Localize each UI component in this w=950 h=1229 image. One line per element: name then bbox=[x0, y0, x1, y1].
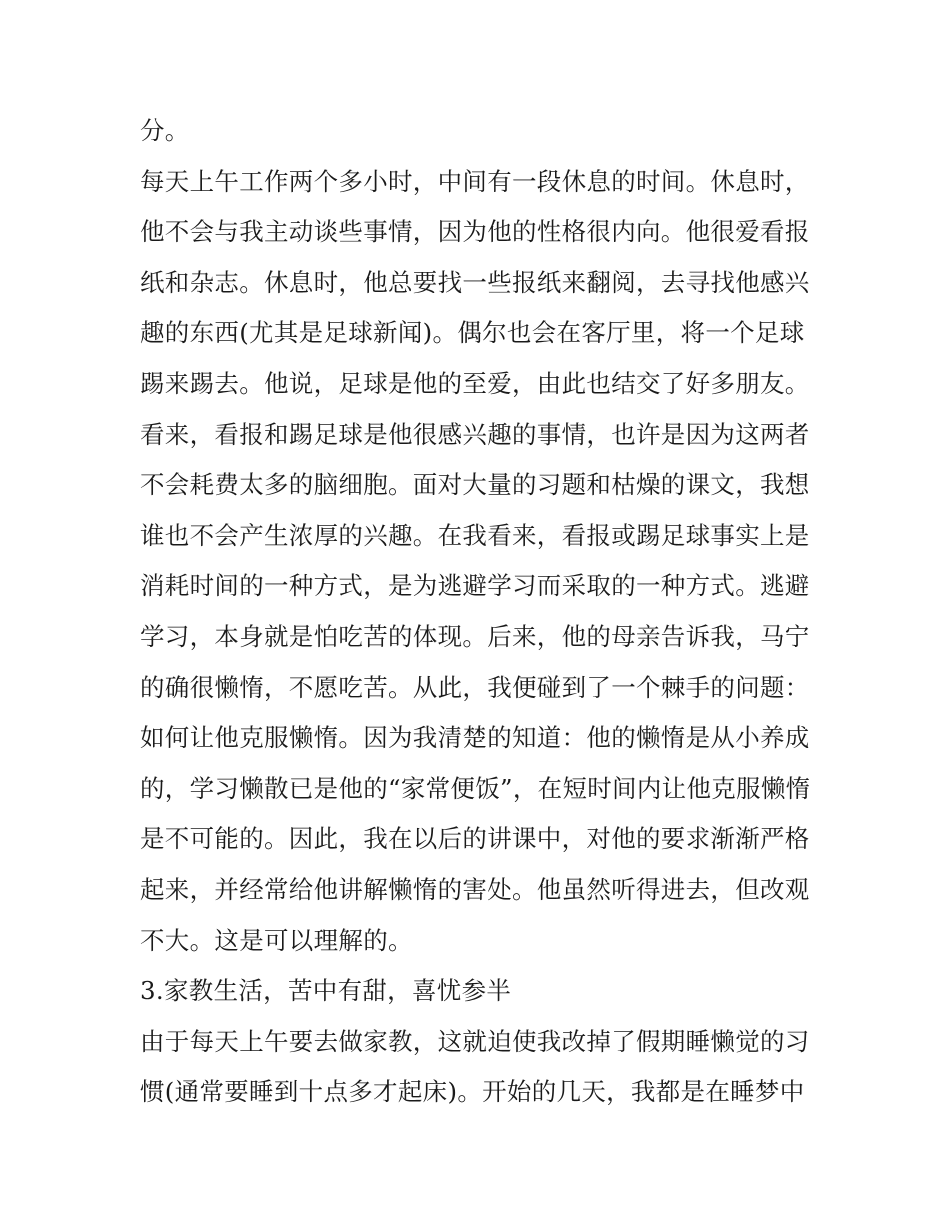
text-line: 是不可能的。因此，我在以后的讲课中，对他的要求渐渐严格 bbox=[140, 824, 810, 854]
text-line: 的确很懒惰，不愿吃苦。从此，我便碰到了一个棘手的问题： bbox=[140, 672, 810, 702]
text-line: 每天上午工作两个多小时，中间有一段休息的时间。休息时， bbox=[140, 166, 810, 196]
text-line: 不大。这是可以理解的。 bbox=[140, 925, 413, 955]
text-line: 谁也不会产生浓厚的兴趣。在我看来，看报或踢足球事实上是 bbox=[140, 520, 810, 550]
text-line: 消耗时间的一种方式，是为逃避学习而采取的一种方式。逃避 bbox=[140, 571, 810, 601]
text-line: 的，学习懒散已是他的“家常便饭”，在短时间内让他克服懒惰 bbox=[140, 773, 811, 803]
body-text bbox=[140, 106, 820, 1118]
text-line: 看来，看报和踢足球是他很感兴趣的事情，也许是因为这两者 bbox=[140, 419, 810, 449]
text-line: 纸和杂志。休息时，他总要找一些报纸来翻阅，去寻找他感兴 bbox=[140, 267, 810, 297]
text-line: 他不会与我主动谈些事情，因为他的性格很内向。他很爱看报 bbox=[140, 217, 810, 247]
text-line: 分。 bbox=[140, 116, 190, 145]
text-line: 踢来踢去。他说，足球是他的至爱，由此也结交了好多朋友。 bbox=[140, 368, 810, 398]
text-line: 由于每天上午要去做家教，这就迫使我改掉了假期睡懒觉的习 bbox=[140, 1026, 810, 1056]
text-line: 不会耗费太多的脑细胞。面对大量的习题和枯燥的课文，我想 bbox=[140, 470, 810, 500]
text-line: 学习，本身就是怕吃苦的体现。后来，他的母亲告诉我，马宁 bbox=[140, 621, 810, 651]
section-heading: 3.家教生活，苦中有甜，喜忧参半 bbox=[140, 976, 512, 1006]
text-line: 惯(通常要睡到十点多才起床)。开始的几天，我都是在睡梦中 bbox=[140, 1077, 805, 1107]
text-line: 如何让他克服懒惰。因为我清楚的知道：他的懒惰是从小养成 bbox=[140, 723, 810, 753]
text-line: 起来，并经常给他讲解懒惰的害处。他虽然听得进去，但改观 bbox=[140, 874, 810, 904]
text-line: 趣的东西(尤其是足球新闻)。偶尔也会在客厅里，将一个足球 bbox=[140, 318, 805, 348]
